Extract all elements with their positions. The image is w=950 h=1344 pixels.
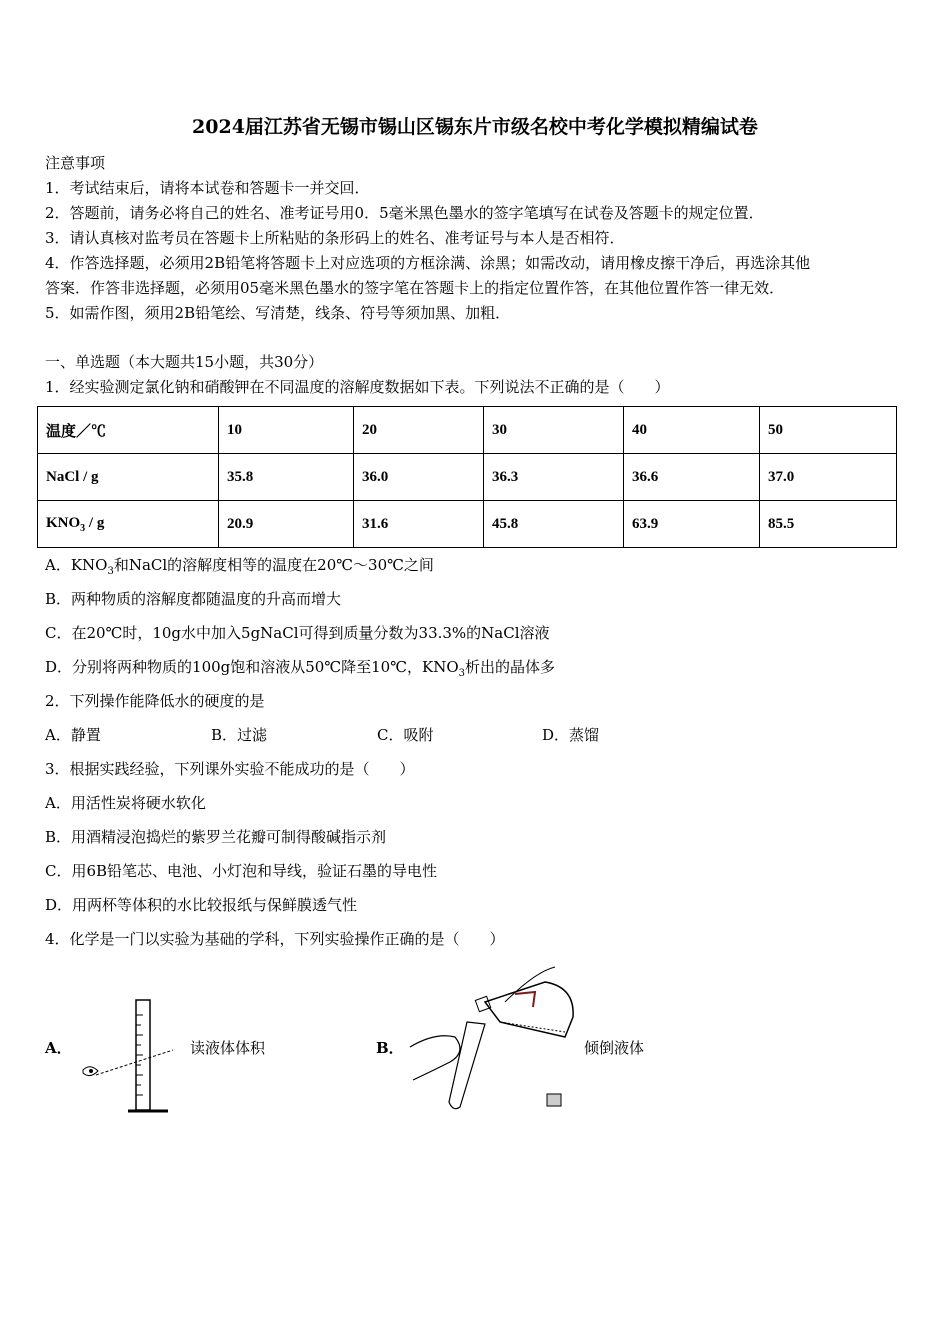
q2-option-c: C．吸附 [377, 726, 434, 744]
notice-item: 4．作答选择题，必须用2B铅笔将答题卡上对应选项的方框涂满、涂黑；如需改动，请用橡皮擦干净后，再选涂其他 [45, 254, 811, 272]
q3-option-c: C．用6B铅笔芯、电池、小灯泡和导线，验证石墨的导电性 [45, 862, 438, 880]
notice-heading: 注意事项 [45, 154, 106, 172]
notice-item: 2．答题前，请务必将自己的姓名、准考证号用0．5毫米黑色墨水的签字笔填写在试卷及答题卡的规定位置． [45, 204, 764, 222]
table-row [38, 501, 897, 548]
table-cell: 45.8 [484, 501, 624, 548]
q2-option-b: B．过滤 [211, 726, 268, 744]
q4-option-a-text: 读液体体积 [190, 1039, 266, 1057]
q1-option-b: B．两种物质的溶解度都随温度的升高而增大 [45, 590, 342, 608]
table-header: 40 [624, 407, 760, 454]
pouring-liquid-figure [405, 962, 585, 1117]
page-title: 2024届江苏省无锡市锡山区锡东片市级名校中考化学模拟精编试卷 [192, 116, 758, 138]
graduated-cylinder-figure [78, 995, 178, 1117]
q3-option-a: A．用活性炭将硬水软化 [45, 794, 206, 812]
table-cell: 63.9 [624, 501, 760, 548]
q2-option-d: D．蒸馏 [542, 726, 600, 744]
notice-item: 1．考试结束后，请将本试卷和答题卡一并交回． [45, 179, 370, 197]
table-cell: 37.0 [760, 454, 897, 501]
q2-option-a: A．静置 [45, 726, 101, 744]
q2-stem: 2．下列操作能降低水的硬度的是 [45, 692, 265, 710]
q4-option-a-letter: A． [45, 1039, 72, 1057]
table-cell: $KNO_3$ / g [38, 501, 219, 548]
q3-option-b: B．用酒精浸泡捣烂的紫罗兰花瓣可制得酸碱指示剂 [45, 828, 387, 846]
table-cell: 36.6 [624, 454, 760, 501]
table-header: 20 [354, 407, 484, 454]
notice-item: 3．请认真核对监考员在答题卡上所粘贴的条形码上的姓名、准考证号与本人是否相符． [45, 229, 625, 247]
solubility-table [37, 406, 897, 548]
q3-stem: 3．根据实践经验，下列课外实验不能成功的是（ ） [45, 760, 415, 778]
q3-option-d: D．用两杯等体积的水比较报纸与保鲜膜透气性 [45, 896, 358, 914]
table-cell: 31.6 [354, 501, 484, 548]
table-cell: 85.5 [760, 501, 897, 548]
section-heading: 一、单选题（本大题共15小题，共30分） [45, 353, 324, 371]
table-cell: 35.8 [219, 454, 354, 501]
table-header: 30 [484, 407, 624, 454]
q1-option-d: D．分别将两种物质的100g饱和溶液从50℃降至10℃，$KNO_3$析出的晶体多 [45, 658, 556, 679]
q4-option-b-letter: B． [376, 1039, 404, 1057]
q1-option-a: A．$KNO_3$和NaCl的溶解度相等的温度在20℃～30℃之间 [45, 556, 434, 577]
table-cell: 36.0 [354, 454, 484, 501]
q1-option-c: C．在20℃时，10g水中加入5gNaCl可得到质量分数为33.3%的NaCl溶液 [45, 624, 550, 642]
q4-option-b-text: 倾倒液体 [584, 1039, 645, 1057]
table-header: 50 [760, 407, 897, 454]
table-cell: 36.3 [484, 454, 624, 501]
table-cell: NaCl / g [38, 454, 219, 501]
table-row [38, 407, 897, 454]
table-cell: 20.9 [219, 501, 354, 548]
table-header: 温度／℃ [38, 407, 219, 454]
table-row [38, 454, 897, 501]
notice-item: 答案．作答非选择题，必须用05毫米黑色墨水的签字笔在答题卡上的指定位置作答，在其他位置作答一律无效． [45, 279, 785, 297]
table-header: 10 [219, 407, 354, 454]
notice-item: 5．如需作图，须用2B铅笔绘、写清楚，线条、符号等须加黑、加粗． [45, 304, 511, 322]
q4-stem: 4．化学是一门以实验为基础的学科，下列实验操作正确的是（ ） [45, 930, 505, 948]
q1-stem: 1．经实验测定氯化钠和硝酸钾在不同温度的溶解度数据如下表。下列说法不正确的是（ ） [45, 378, 670, 396]
